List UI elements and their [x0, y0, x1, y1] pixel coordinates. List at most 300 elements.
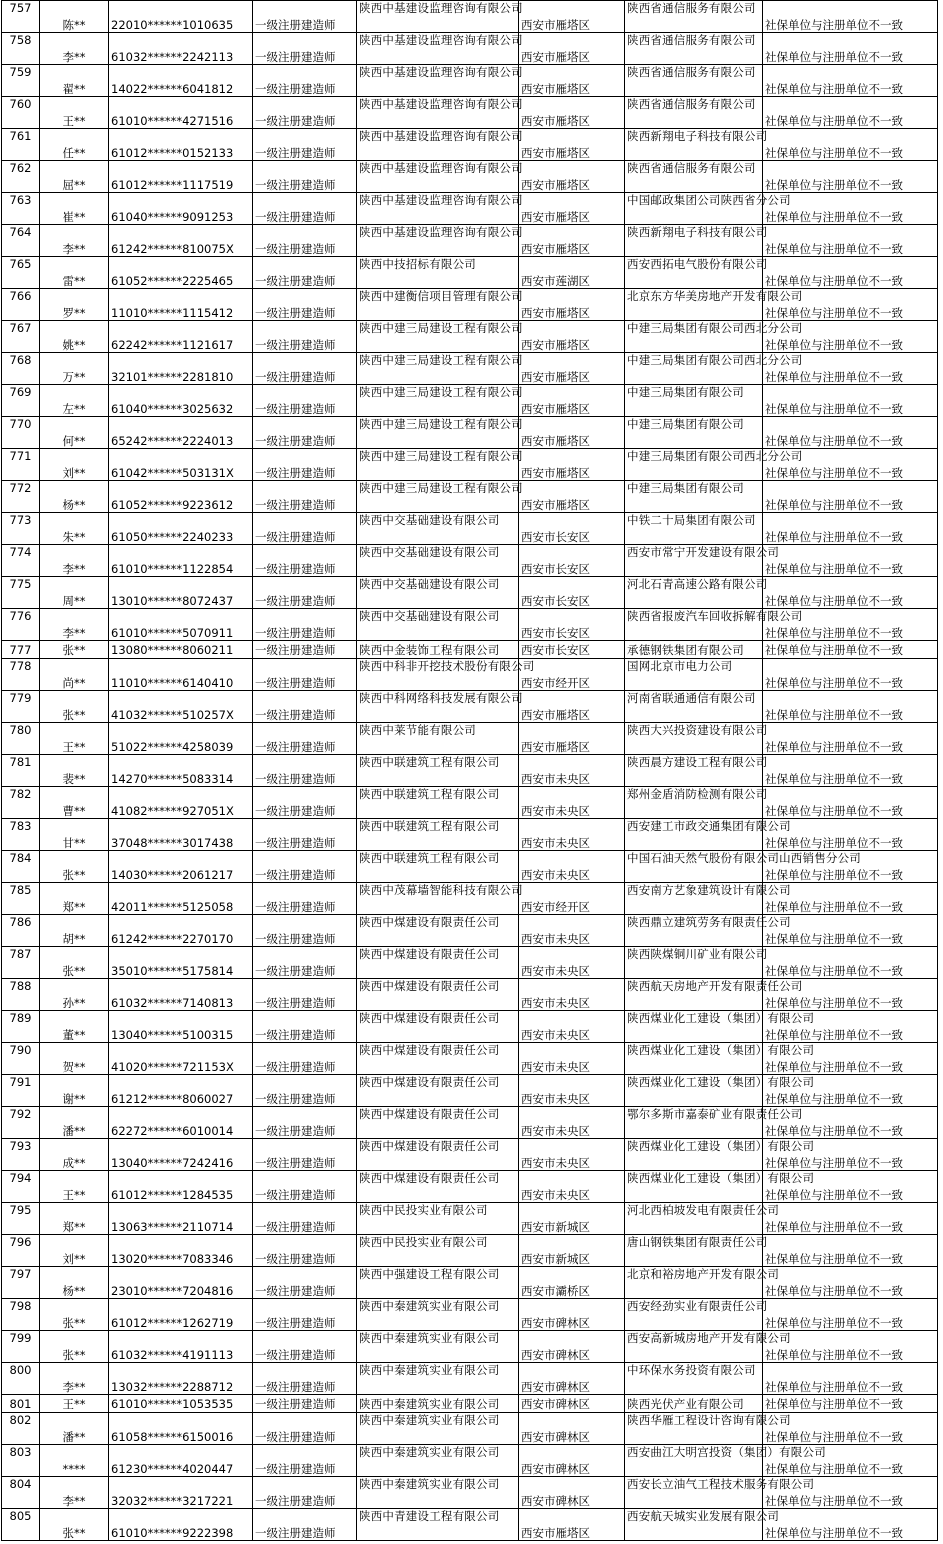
- person-name: 姚**: [40, 321, 109, 353]
- table-row: [2, 1011, 938, 1043]
- table-row: [2, 513, 938, 545]
- issue-description: 社保单位与注册单位不一致: [763, 1011, 938, 1043]
- row-number: 776: [2, 609, 40, 641]
- person-name: 张**: [40, 947, 109, 979]
- table-row: [2, 33, 938, 65]
- person-name: 周**: [40, 577, 109, 609]
- person-name: 张**: [40, 691, 109, 723]
- person-name: 王**: [40, 97, 109, 129]
- id-number: 13063******2110714: [109, 1203, 253, 1235]
- certificate-type: 一级注册建造师: [253, 1235, 357, 1267]
- region: 西安市碑林区: [519, 1331, 625, 1363]
- region: 西安市未央区: [519, 1107, 625, 1139]
- issue-description: 社保单位与注册单位不一致: [763, 691, 938, 723]
- certificate-type: 一级注册建造师: [253, 225, 357, 257]
- region: 西安市雁塔区: [519, 385, 625, 417]
- region: 西安市长安区: [519, 609, 625, 641]
- row-number: 798: [2, 1299, 40, 1331]
- certificate-type: 一级注册建造师: [253, 1331, 357, 1363]
- person-name: 李**: [40, 1477, 109, 1509]
- row-number: 789: [2, 1011, 40, 1043]
- person-name: 刘**: [40, 1235, 109, 1267]
- row-number: 791: [2, 1075, 40, 1107]
- issue-description: 社保单位与注册单位不一致: [763, 851, 938, 883]
- registered-company: 陕西中秦建筑实业有限公司: [357, 1363, 519, 1395]
- registered-company: 陕西中技招标有限公司: [357, 257, 519, 289]
- id-number: 61040******9091253: [109, 193, 253, 225]
- registered-company: 陕西中秦建筑实业有限公司: [357, 1445, 519, 1477]
- registered-company: 陕西中民投实业有限公司: [357, 1203, 519, 1235]
- id-number: 61052******2225465: [109, 257, 253, 289]
- social-security-company: 陕西煤业化工建设（集团）有限公司: [625, 1075, 763, 1107]
- social-security-company: 陕西大兴投资建设有限公司: [625, 723, 763, 755]
- certificate-type: 一级注册建造师: [253, 513, 357, 545]
- issue-description: 社保单位与注册单位不一致: [763, 1509, 938, 1541]
- id-number: 41020******721153X: [109, 1043, 253, 1075]
- row-number: 767: [2, 321, 40, 353]
- person-name: 甘**: [40, 819, 109, 851]
- certificate-type: 一级注册建造师: [253, 755, 357, 787]
- row-number: 793: [2, 1139, 40, 1171]
- certificate-type: 一级注册建造师: [253, 193, 357, 225]
- social-security-company: 西安建工市政交通集团有限公司: [625, 819, 763, 851]
- row-number: 775: [2, 577, 40, 609]
- table-row: [2, 1043, 938, 1075]
- id-number: 61010******1122854: [109, 545, 253, 577]
- issue-description: 社保单位与注册单位不一致: [763, 33, 938, 65]
- row-number: 768: [2, 353, 40, 385]
- certificate-type: 一级注册建造师: [253, 659, 357, 691]
- row-number: 800: [2, 1363, 40, 1395]
- certificate-type: 一级注册建造师: [253, 609, 357, 641]
- id-number: 13080******8060211: [109, 641, 253, 659]
- row-number: 780: [2, 723, 40, 755]
- registered-company: 陕西中秦建筑实业有限公司: [357, 1395, 519, 1413]
- region: 西安市雁塔区: [519, 97, 625, 129]
- person-name: 李**: [40, 609, 109, 641]
- id-number: 61012******1284535: [109, 1171, 253, 1203]
- row-number: 760: [2, 97, 40, 129]
- issue-description: 社保单位与注册单位不一致: [763, 513, 938, 545]
- social-security-company: 河北西柏坡发电有限责任公司: [625, 1203, 763, 1235]
- registered-company: 陕西中建衡信项目管理有限公司: [357, 289, 519, 321]
- social-security-company: 陕西省报废汽车回收拆解有限公司: [625, 609, 763, 641]
- issue-description: 社保单位与注册单位不一致: [763, 1139, 938, 1171]
- registered-company: 陕西中煤建设有限责任公司: [357, 1043, 519, 1075]
- person-name: 胡**: [40, 915, 109, 947]
- row-number: 766: [2, 289, 40, 321]
- person-name: ****: [40, 1445, 109, 1477]
- person-name: 董**: [40, 1011, 109, 1043]
- certificate-type: 一级注册建造师: [253, 641, 357, 659]
- region: 西安市雁塔区: [519, 65, 625, 97]
- region: 西安市雁塔区: [519, 417, 625, 449]
- id-number: 62242******1121617: [109, 321, 253, 353]
- table-row: [2, 1267, 938, 1299]
- certificate-type: 一级注册建造师: [253, 481, 357, 513]
- table-row: [2, 417, 938, 449]
- issue-description: 社保单位与注册单位不一致: [763, 1171, 938, 1203]
- social-security-company: 中建三局集团有限公司西北分公司: [625, 321, 763, 353]
- certificate-type: 一级注册建造师: [253, 1299, 357, 1331]
- row-number: 797: [2, 1267, 40, 1299]
- id-number: 13040******5100315: [109, 1011, 253, 1043]
- region: 西安市雁塔区: [519, 129, 625, 161]
- person-name: 张**: [40, 1331, 109, 1363]
- certificate-type: 一级注册建造师: [253, 1267, 357, 1299]
- id-number: 61012******0152133: [109, 129, 253, 161]
- table-row: [2, 1235, 938, 1267]
- table-row: [2, 1445, 938, 1477]
- table-row: [2, 193, 938, 225]
- certificate-type: 一级注册建造师: [253, 129, 357, 161]
- row-number: 786: [2, 915, 40, 947]
- table-row: [2, 65, 938, 97]
- row-number: 783: [2, 819, 40, 851]
- table-row: [2, 755, 938, 787]
- person-name: 崔**: [40, 193, 109, 225]
- issue-description: 社保单位与注册单位不一致: [763, 1075, 938, 1107]
- certificate-type: 一级注册建造师: [253, 1445, 357, 1477]
- registered-company: 陕西中科网络科技发展有限公司: [357, 691, 519, 723]
- person-name: 杨**: [40, 1267, 109, 1299]
- person-name: 李**: [40, 545, 109, 577]
- person-name: 李**: [40, 1363, 109, 1395]
- social-security-company: 陕西煤业化工建设（集团）有限公司: [625, 1011, 763, 1043]
- table-body: [2, 1, 938, 1541]
- social-security-company: 陕西鼎立建筑劳务有限责任公司: [625, 915, 763, 947]
- certificate-type: 一级注册建造师: [253, 787, 357, 819]
- row-number: 794: [2, 1171, 40, 1203]
- issue-description: 社保单位与注册单位不一致: [763, 97, 938, 129]
- social-security-company: 西安市常宁开发建设有限公司: [625, 545, 763, 577]
- certificate-type: 一级注册建造师: [253, 1363, 357, 1395]
- region: 西安市经开区: [519, 659, 625, 691]
- social-security-company: 陕西新翔电子科技有限公司: [625, 225, 763, 257]
- region: 西安市碑林区: [519, 1299, 625, 1331]
- table-row: [2, 723, 938, 755]
- registered-company: 陕西中茂幕墙智能科技有限公司: [357, 883, 519, 915]
- row-number: 759: [2, 65, 40, 97]
- table-row: [2, 915, 938, 947]
- row-number: 769: [2, 385, 40, 417]
- id-number: 35010******5175814: [109, 947, 253, 979]
- table-row: [2, 289, 938, 321]
- id-number: 61012******1117519: [109, 161, 253, 193]
- region: 西安市雁塔区: [519, 33, 625, 65]
- issue-description: 社保单位与注册单位不一致: [763, 883, 938, 915]
- region: 西安市未央区: [519, 755, 625, 787]
- id-number: 41082******927051X: [109, 787, 253, 819]
- certificate-type: 一级注册建造师: [253, 97, 357, 129]
- social-security-company: 北京东方华美房地产开发有限公司: [625, 289, 763, 321]
- id-number: 22010******1010635: [109, 1, 253, 33]
- certificate-type: 一级注册建造师: [253, 577, 357, 609]
- region: 西安市未央区: [519, 1075, 625, 1107]
- region: 西安市未央区: [519, 979, 625, 1011]
- registered-company: 陕西中秦建筑实业有限公司: [357, 1477, 519, 1509]
- certificate-type: 一级注册建造师: [253, 385, 357, 417]
- social-security-company: 河南省联通通信有限公司: [625, 691, 763, 723]
- issue-description: 社保单位与注册单位不一致: [763, 65, 938, 97]
- row-number: 787: [2, 947, 40, 979]
- region: 西安市未央区: [519, 1043, 625, 1075]
- table-row: [2, 353, 938, 385]
- certificate-type: 一级注册建造师: [253, 915, 357, 947]
- issue-description: 社保单位与注册单位不一致: [763, 1267, 938, 1299]
- registered-company: 陕西中基建设监理咨询有限公司: [357, 1, 519, 33]
- registered-company: 陕西中金装饰工程有限公司: [357, 641, 519, 659]
- region: 西安市雁塔区: [519, 225, 625, 257]
- region: 西安市雁塔区: [519, 1, 625, 33]
- registered-company: 陕西中建三局建设工程有限公司: [357, 449, 519, 481]
- certificate-type: 一级注册建造师: [253, 1, 357, 33]
- registered-company: 陕西中莱节能有限公司: [357, 723, 519, 755]
- registered-company: 陕西中建三局建设工程有限公司: [357, 385, 519, 417]
- person-name: 裴**: [40, 755, 109, 787]
- id-number: 61010******9222398: [109, 1509, 253, 1541]
- region: 西安市经开区: [519, 883, 625, 915]
- registered-company: 陕西中联建筑工程有限公司: [357, 787, 519, 819]
- social-security-company: 中建三局集团有限公司西北分公司: [625, 353, 763, 385]
- registered-company: 陕西中建三局建设工程有限公司: [357, 417, 519, 449]
- social-security-company: 唐山钢铁集团有限责任公司: [625, 1235, 763, 1267]
- row-number: 777: [2, 641, 40, 659]
- table-row: [2, 641, 938, 659]
- id-number: 61050******2240233: [109, 513, 253, 545]
- social-security-company: 西安西拓电气股份有限公司: [625, 257, 763, 289]
- row-number: 784: [2, 851, 40, 883]
- id-number: 13040******7242416: [109, 1139, 253, 1171]
- table-row: [2, 449, 938, 481]
- social-security-company: 西安长立油气工程技术服务有限公司: [625, 1477, 763, 1509]
- certificate-type: 一级注册建造师: [253, 65, 357, 97]
- social-security-company: 西安高新城房地产开发有限公司: [625, 1331, 763, 1363]
- certificate-type: 一级注册建造师: [253, 353, 357, 385]
- person-name: 张**: [40, 1509, 109, 1541]
- region: 西安市雁塔区: [519, 161, 625, 193]
- id-number: 61052******9223612: [109, 481, 253, 513]
- social-security-company: 陕西省通信服务有限公司: [625, 161, 763, 193]
- region: 西安市碑林区: [519, 1395, 625, 1413]
- person-name: 李**: [40, 225, 109, 257]
- social-security-company: 郑州金盾消防检测有限公司: [625, 787, 763, 819]
- issue-description: 社保单位与注册单位不一致: [763, 1043, 938, 1075]
- issue-description: 社保单位与注册单位不一致: [763, 947, 938, 979]
- social-security-company: 承德钢铁集团有限公司: [625, 641, 763, 659]
- certificate-type: 一级注册建造师: [253, 947, 357, 979]
- region: 西安市雁塔区: [519, 449, 625, 481]
- issue-description: 社保单位与注册单位不一致: [763, 161, 938, 193]
- row-number: 795: [2, 1203, 40, 1235]
- person-name: 张**: [40, 1299, 109, 1331]
- person-name: 郑**: [40, 883, 109, 915]
- row-number: 788: [2, 979, 40, 1011]
- id-number: 13032******2288712: [109, 1363, 253, 1395]
- table-row: [2, 691, 938, 723]
- person-name: 张**: [40, 641, 109, 659]
- person-name: 贺**: [40, 1043, 109, 1075]
- id-number: 11010******6140410: [109, 659, 253, 691]
- row-number: 765: [2, 257, 40, 289]
- certificate-type: 一级注册建造师: [253, 289, 357, 321]
- person-name: 万**: [40, 353, 109, 385]
- registered-company: 陕西中联建筑工程有限公司: [357, 819, 519, 851]
- row-number: 796: [2, 1235, 40, 1267]
- certificate-type: 一级注册建造师: [253, 691, 357, 723]
- person-name: 翟**: [40, 65, 109, 97]
- social-security-company: 陕西煤业化工建设（集团）有限公司: [625, 1043, 763, 1075]
- table-row: [2, 1, 938, 33]
- region: 西安市未央区: [519, 1139, 625, 1171]
- issue-description: 社保单位与注册单位不一致: [763, 449, 938, 481]
- row-number: 771: [2, 449, 40, 481]
- social-security-company: 西安曲江大明宫投资（集团）有限公司: [625, 1445, 763, 1477]
- region: 西安市碑林区: [519, 1413, 625, 1445]
- region: 西安市未央区: [519, 819, 625, 851]
- region: 西安市长安区: [519, 513, 625, 545]
- region: 西安市未央区: [519, 947, 625, 979]
- issue-description: 社保单位与注册单位不一致: [763, 1107, 938, 1139]
- certificate-type: 一级注册建造师: [253, 161, 357, 193]
- social-security-company: 陕西省通信服务有限公司: [625, 33, 763, 65]
- region: 西安市雁塔区: [519, 723, 625, 755]
- issue-description: 社保单位与注册单位不一致: [763, 787, 938, 819]
- region: 西安市灞桥区: [519, 1267, 625, 1299]
- table-row: [2, 1203, 938, 1235]
- registered-company: 陕西中基建设监理咨询有限公司: [357, 225, 519, 257]
- region: 西安市雁塔区: [519, 193, 625, 225]
- registered-company: 陕西中科非开挖技术股份有限公司: [357, 659, 519, 691]
- region: 西安市未央区: [519, 1171, 625, 1203]
- table-row: [2, 1139, 938, 1171]
- social-security-company: 河北石青高速公路有限公司: [625, 577, 763, 609]
- region: 西安市未央区: [519, 787, 625, 819]
- table-row: [2, 321, 938, 353]
- registered-company: 陕西中秦建筑实业有限公司: [357, 1299, 519, 1331]
- region: 西安市雁塔区: [519, 481, 625, 513]
- social-security-company: 西安航天城实业发展有限公司: [625, 1509, 763, 1541]
- person-name: 王**: [40, 723, 109, 755]
- issue-description: 社保单位与注册单位不一致: [763, 1203, 938, 1235]
- person-name: 谢**: [40, 1075, 109, 1107]
- issue-description: 社保单位与注册单位不一致: [763, 353, 938, 385]
- registered-company: 陕西中民投实业有限公司: [357, 1235, 519, 1267]
- social-security-company: 陕西晨方建设工程有限公司: [625, 755, 763, 787]
- social-security-company: 国网北京市电力公司: [625, 659, 763, 691]
- social-security-company: 中环保水务投资有限公司: [625, 1363, 763, 1395]
- region: 西安市长安区: [519, 545, 625, 577]
- person-name: 左**: [40, 385, 109, 417]
- table-row: [2, 161, 938, 193]
- row-number: 773: [2, 513, 40, 545]
- row-number: 779: [2, 691, 40, 723]
- person-name: 孙**: [40, 979, 109, 1011]
- registered-company: 陕西中青建设工程有限公司: [357, 1509, 519, 1541]
- social-security-company: 陕西航天房地产开发有限责任公司: [625, 979, 763, 1011]
- region: 西安市长安区: [519, 577, 625, 609]
- row-number: 758: [2, 33, 40, 65]
- person-name: 朱**: [40, 513, 109, 545]
- registered-company: 陕西中基建设监理咨询有限公司: [357, 33, 519, 65]
- issue-description: 社保单位与注册单位不一致: [763, 1, 938, 33]
- social-security-company: 陕西煤业化工建设（集团）有限公司: [625, 1171, 763, 1203]
- social-security-company: 陕西光伏产业有限公司: [625, 1395, 763, 1413]
- id-number: 65242******2224013: [109, 417, 253, 449]
- region: 西安市雁塔区: [519, 353, 625, 385]
- id-number: 61032******7140813: [109, 979, 253, 1011]
- row-number: 772: [2, 481, 40, 513]
- social-security-company: 中铁二十局集团有限公司: [625, 513, 763, 545]
- social-security-company: 陕西省通信服务有限公司: [625, 65, 763, 97]
- person-name: 杨**: [40, 481, 109, 513]
- registered-company: 陕西中基建设监理咨询有限公司: [357, 129, 519, 161]
- social-security-company: 陕西陕煤铜川矿业有限公司: [625, 947, 763, 979]
- row-number: 801: [2, 1395, 40, 1413]
- id-number: 61010******1053535: [109, 1395, 253, 1413]
- social-security-company: 陕西煤业化工建设（集团）有限公司: [625, 1139, 763, 1171]
- certificate-type: 一级注册建造师: [253, 321, 357, 353]
- registered-company: 陕西中煤建设有限责任公司: [357, 1139, 519, 1171]
- person-name: 王**: [40, 1171, 109, 1203]
- id-number: 23010******7204816: [109, 1267, 253, 1299]
- table-row: [2, 1075, 938, 1107]
- table-row: [2, 385, 938, 417]
- table-row: [2, 609, 938, 641]
- registered-company: 陕西中联建筑工程有限公司: [357, 755, 519, 787]
- table-row: [2, 1395, 938, 1413]
- id-number: 37048******3017438: [109, 819, 253, 851]
- registered-company: 陕西中建三局建设工程有限公司: [357, 481, 519, 513]
- id-number: 61032******4191113: [109, 1331, 253, 1363]
- row-number: 804: [2, 1477, 40, 1509]
- row-number: 764: [2, 225, 40, 257]
- person-name: 尚**: [40, 659, 109, 691]
- row-number: 762: [2, 161, 40, 193]
- id-number: 61242******2270170: [109, 915, 253, 947]
- issue-description: 社保单位与注册单位不一致: [763, 385, 938, 417]
- certificate-type: 一级注册建造师: [253, 723, 357, 755]
- social-security-company: 中国石油天然气股份有限公司山西销售分公司: [625, 851, 763, 883]
- certificate-type: 一级注册建造师: [253, 979, 357, 1011]
- registration-mismatch-table: [1, 0, 938, 1541]
- certificate-type: 一级注册建造师: [253, 1075, 357, 1107]
- registered-company: 陕西中煤建设有限责任公司: [357, 979, 519, 1011]
- region: 西安市新城区: [519, 1203, 625, 1235]
- id-number: 32101******2281810: [109, 353, 253, 385]
- row-number: 757: [2, 1, 40, 33]
- social-security-company: 陕西华雁工程设计咨询有限公司: [625, 1413, 763, 1445]
- certificate-type: 一级注册建造师: [253, 1413, 357, 1445]
- id-number: 61012******1262719: [109, 1299, 253, 1331]
- id-number: 14030******2061217: [109, 851, 253, 883]
- id-number: 13020******7083346: [109, 1235, 253, 1267]
- registered-company: 陕西中交基础建设有限公司: [357, 577, 519, 609]
- region: 西安市未央区: [519, 851, 625, 883]
- issue-description: 社保单位与注册单位不一致: [763, 819, 938, 851]
- issue-description: 社保单位与注册单位不一致: [763, 1477, 938, 1509]
- registered-company: 陕西中煤建设有限责任公司: [357, 1075, 519, 1107]
- person-name: 李**: [40, 33, 109, 65]
- person-name: 潘**: [40, 1413, 109, 1445]
- id-number: 61058******6150016: [109, 1413, 253, 1445]
- certificate-type: 一级注册建造师: [253, 449, 357, 481]
- registered-company: 陕西中秦建筑实业有限公司: [357, 1331, 519, 1363]
- row-number: 803: [2, 1445, 40, 1477]
- certificate-type: 一级注册建造师: [253, 417, 357, 449]
- person-name: 罗**: [40, 289, 109, 321]
- id-number: 14022******6041812: [109, 65, 253, 97]
